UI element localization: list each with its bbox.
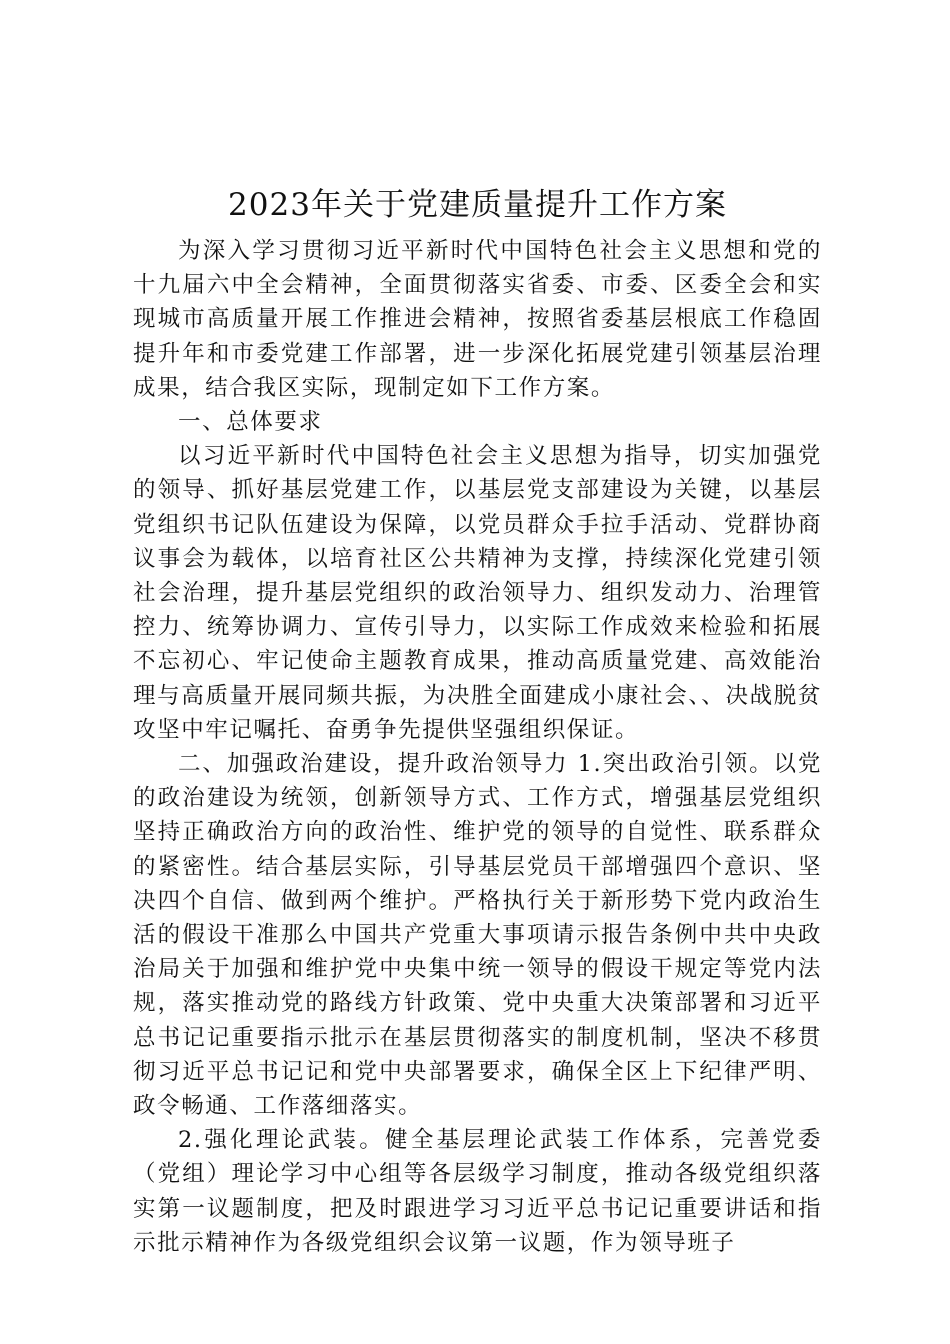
section-heading-general-requirements: 一、总体要求 [178,409,323,436]
general-requirements-paragraph: 以习近平新时代中国特色社会主义思想为指导，切实加强党的领导、抓好基层党建工作，以基层党支部建设为关键，以基层党组织书记队伍建设为保障，以党员群众手拉手活动、党群协商议事会为载体，以培育社区公共精神为支撑，持续深化党建引领社会治理，提升基层党组织的政治领导力、组织发动力、治理管控力、统筹协调力、宣传引导力，以实际工作成效来检验和拓展不忘初心、牢记使命主题教育成果，推动高质量党建、高效能治理与高质量开展同频共振，为决胜全面建成小康社会、、决战脱贫攻坚中牢记嘱托、奋勇争先提供坚强组织保证。 [133,443,822,743]
political-construction-paragraph: 二、加强政治建设，提升政治领导力 1.突出政治引领。以党的政治建设为统领，创新领导方式、工作方式，增强基层党组织坚持正确政治方向的政治性、维护党的领导的自觉性、联系群众的紧密性。结合基层实际，引导基层党员干部增强四个意识、坚决四个自信、做到两个维护。严格执行关于新形势下党内政治生活的假设干准那么中国共产党重大事项请示报告条例中共中央政治局关于加强和维护党中央集中统一领导的假设干规定等党内法规，落实推动党的路线方针政策、党中央重大决策部署和习近平总书记记重要指示批示在基层贯彻落实的制度机制，坚决不移贯彻习近平总书记记和党中央部署要求，确保全区上下纪律严明、政令畅通、工作落细落实。 [133,751,822,1120]
theory-armament-paragraph: 2.强化理论武装。健全基层理论武装工作体系，完善党委（党组）理论学习中心组等各层级学习制度，推动各级党组织落实第一议题制度，把及时跟进学习习近平总书记记重要讲话和指示批示精神作为各级党组织会议第一议题，作为领导班子 [133,1127,822,1256]
intro-paragraph: 为深入学习贯彻习近平新时代中国特色社会主义思想和党的十九届六中全会精神，全面贯彻落实省委、市委、区委全会和实现城市高质量开展工作推进会精神，按照省委基层根底工作稳固提升年和市委党建工作部署，进一步深化拓展党建引领基层治理成果，结合我区实际，现制定如下工作方案。 [133,238,822,401]
document-title: 2023年关于党建质量提升工作方案 [228,187,727,223]
